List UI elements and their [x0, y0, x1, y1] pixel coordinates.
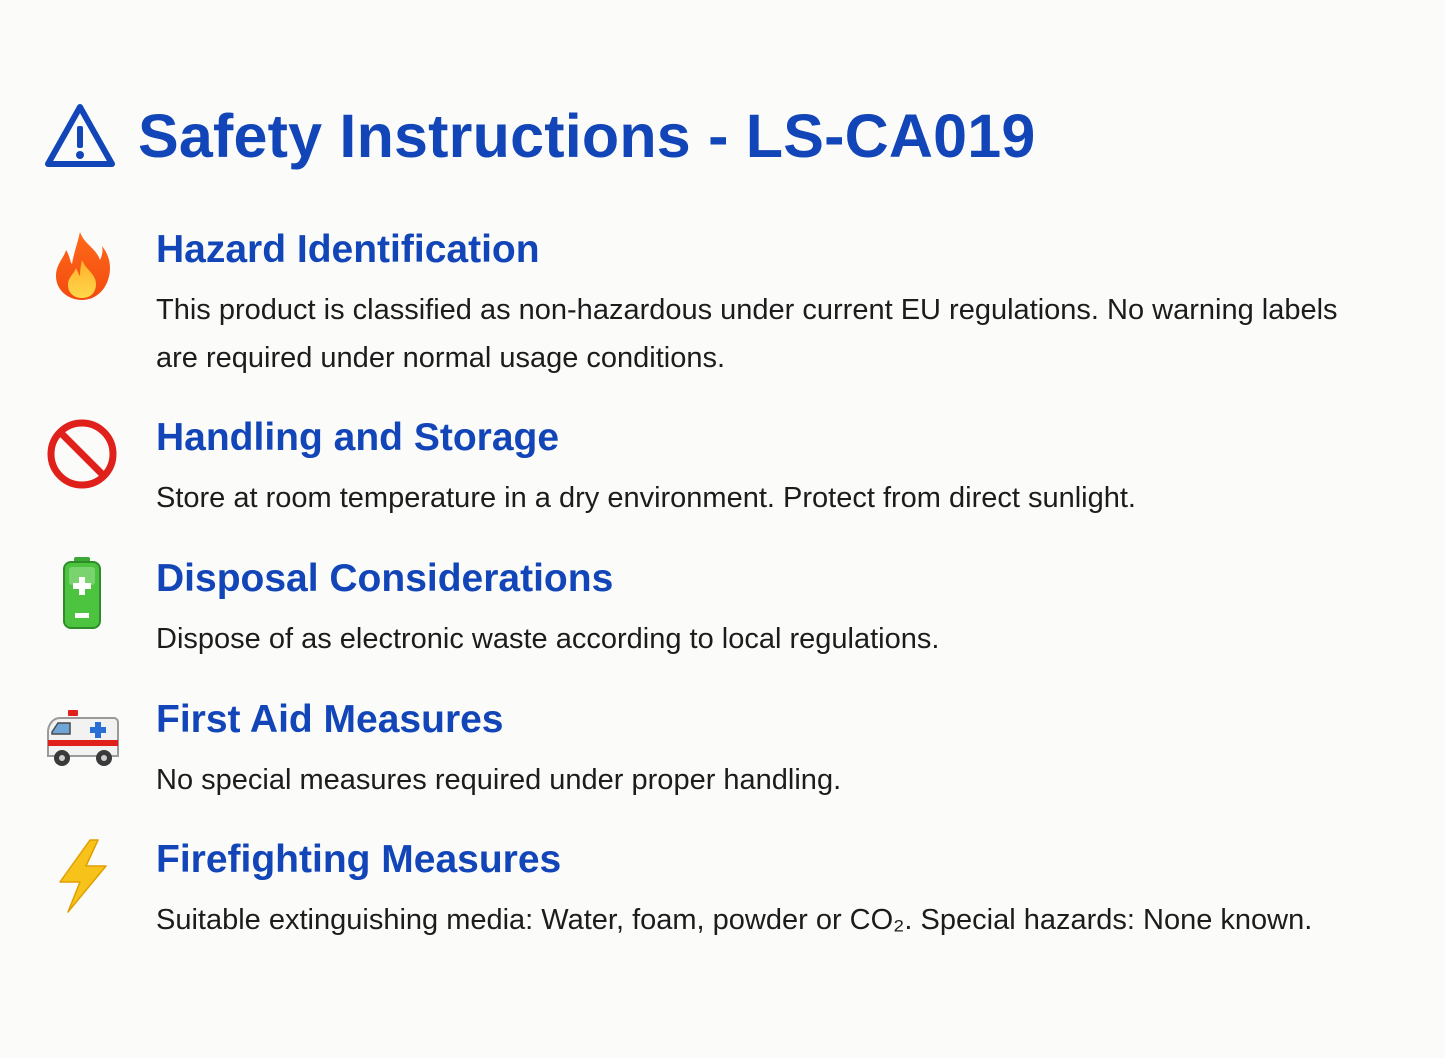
section-heading: Hazard Identification [156, 228, 540, 271]
section-body: Dispose of as electronic waste according to local regulations. [156, 623, 940, 655]
section-body: Store at room temperature in a dry environment. Protect from direct sunlight. [156, 482, 1136, 514]
prohibited-icon [44, 416, 120, 492]
battery-icon [44, 555, 120, 631]
section-body: No special measures required under proper handling. [156, 764, 842, 796]
ambulance-icon [44, 700, 120, 776]
lightning-icon [44, 838, 120, 914]
page-title: Safety Instructions - LS-CA019 [138, 102, 1036, 170]
page-header [44, 96, 1035, 176]
section-heading: Disposal Considerations [156, 557, 614, 600]
section-heading: Handling and Storage [156, 416, 560, 459]
section-heading: Firefighting Measures [156, 838, 562, 881]
section-heading: First Aid Measures [156, 698, 504, 741]
warning-triangle-icon [44, 102, 116, 170]
section-body: This product is classified as non-hazardous under current EU regulations. No warning labels are required under normal usage conditions. [156, 294, 1338, 374]
section-body: Suitable extinguishing media: Water, foam, powder or CO₂. Special hazards: None known. [156, 904, 1313, 936]
fire-icon [44, 228, 120, 304]
